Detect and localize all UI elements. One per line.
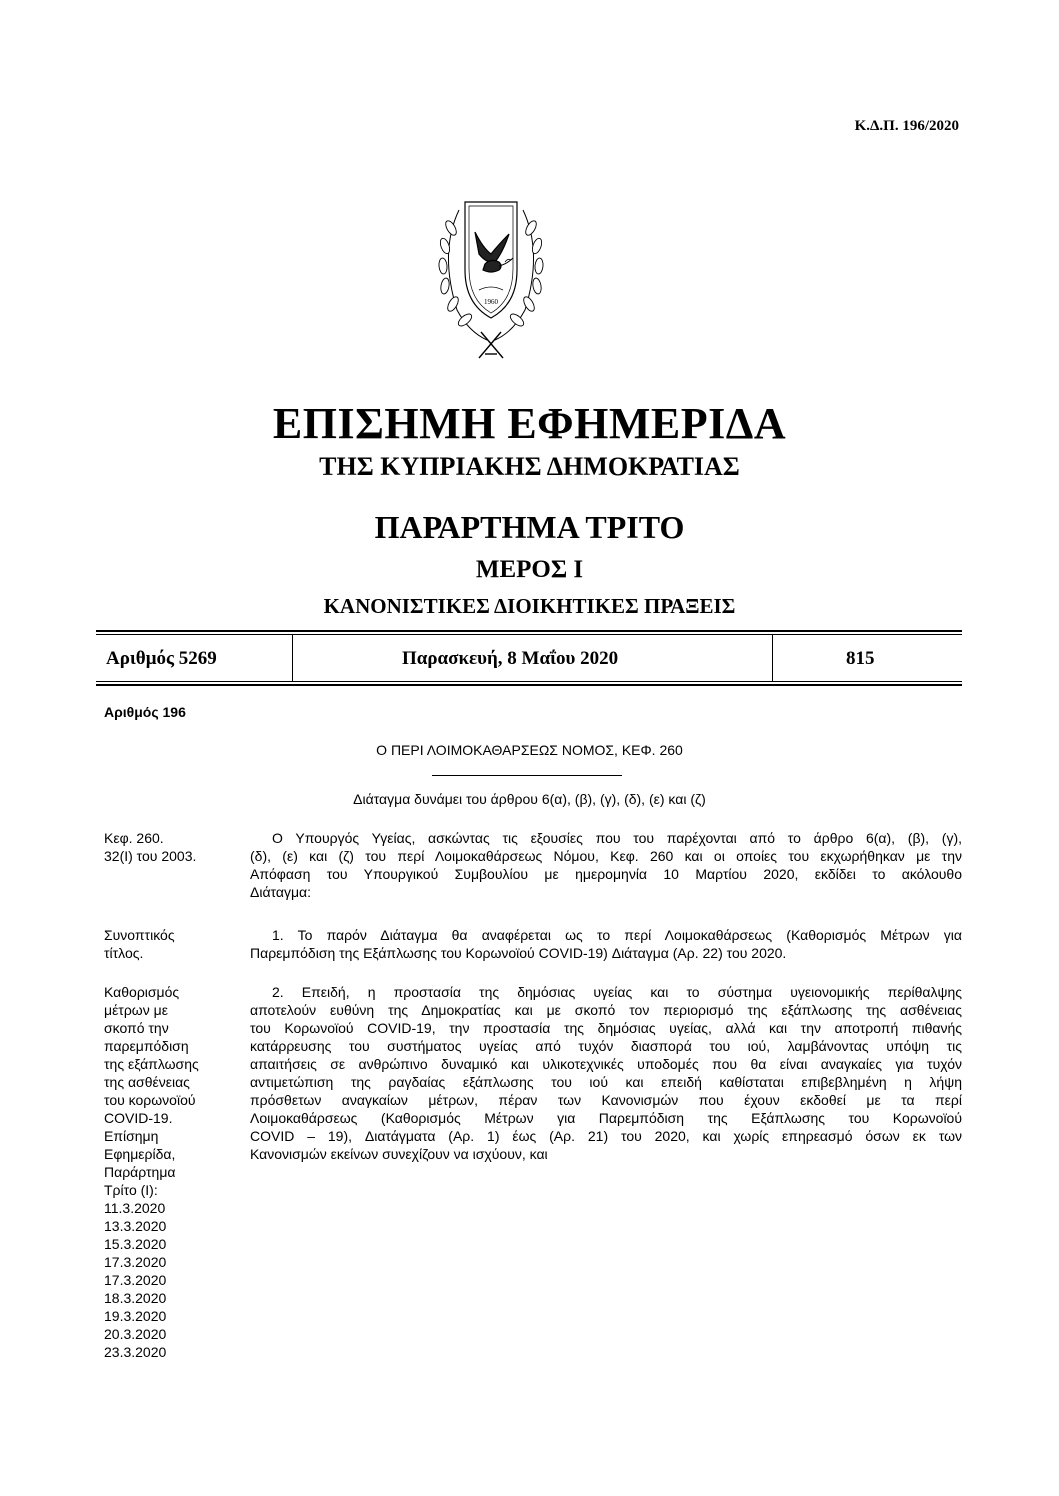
margin-line: τίτλος. — [104, 945, 144, 961]
issue-info-bar — [96, 630, 962, 686]
paragraph-line: Απόφαση του Υπουργικού Συμβουλίου με ημερομηνία 10 Μαρτίου 2020, εκδίδει το ακόλουθο — [250, 866, 962, 882]
margin-line: 17.3.2020 — [104, 1272, 167, 1288]
margin-line: μέτρων με — [104, 1002, 168, 1018]
preamble-paragraph — [250, 829, 962, 901]
paragraph-line: COVID – 19), Διατάγματα (Αρ. 1) έως (Αρ. 21) του 2020, και χωρίς επηρεασμό όσων εκ των — [250, 1128, 962, 1144]
margin-line: 13.3.2020 — [104, 1218, 167, 1234]
paragraph-line: αποτελούν ευθύνη της Δημοκρατίας και με σκοπό τον περιορισμό της εξάπλωσης της ασθένειας — [250, 1002, 962, 1018]
margin-line: 18.3.2020 — [104, 1290, 167, 1306]
issue-bar-rule — [96, 684, 962, 686]
gazette-subtitle: ΤΗΣ ΚΥΠΡΙΑΚΗΣ ΔΗΜΟΚΡΑΤΙΑΣ — [319, 452, 740, 481]
paragraph-line: Κανονισμών εκείνων συνεχίζουν να ισχύουν, και — [250, 1146, 548, 1162]
margin-note-references — [104, 829, 226, 865]
paragraph-line: απαιτήσεις σε ανθρώπινο δυναμικό και υλικοτεχνικές υποδομές που θα είναι αναγκαίες για τυχόν — [250, 1056, 962, 1072]
issue-bar-rule — [96, 630, 962, 632]
page-number: 815 — [846, 648, 875, 669]
issue-bar-rule — [96, 681, 962, 682]
act-number: Αριθμός 196 — [104, 704, 186, 720]
paragraph-line: Ο Υπουργός Υγείας, ασκώντας τις εξουσίες που του παρέχονται από το άρθρο 6(α), (β), (γ), — [272, 830, 962, 846]
issue-bar-divider — [292, 635, 293, 681]
margin-line: 23.3.2020 — [104, 1344, 167, 1360]
paragraph-line: Διάταγμα: — [250, 884, 312, 900]
paragraph-line: αντιμετώπιση της ραγδαίας εξάπλωσης του ιού και επειδή καθίσταται επιβεβλημένη η λήψη — [250, 1074, 962, 1090]
margin-line: παρεμπόδιση — [104, 1038, 189, 1054]
margin-line: σκοπό την — [104, 1020, 169, 1036]
margin-line: Καθορισμός — [104, 984, 180, 1000]
margin-line: 32(Ι) του 2003. — [104, 848, 197, 864]
paragraph-line: κατάρρευσης του συστήματος υγείας από τυχόν διασπορά του ιού, λαμβάνοντας υπόψη τις — [250, 1038, 962, 1054]
part-title: ΜΕΡΟΣ Ι — [475, 556, 584, 583]
margin-line: Συνοπτικός — [104, 927, 175, 943]
margin-line: Τρίτο (Ι): — [104, 1182, 158, 1198]
issue-date: Παρασκευή, 8 Μαΐου 2020 — [402, 648, 619, 669]
margin-line: 15.3.2020 — [104, 1236, 167, 1252]
gazette-title: ΕΠΙΣΗΜΗ ΕΦΗΜΕΡΙΔΑ — [272, 399, 787, 448]
paragraph-line: 2. Επειδή, η προστασία της δημόσιας υγείας και το σύστημα υγειονομικής περίθαλψης — [272, 984, 962, 1000]
emblem-year: 1960 — [484, 298, 498, 306]
category-title: ΚΑΝΟΝΙΣΤΙΚΕΣ ΔΙΟΙΚΗΤΙΚΕΣ ΠΡΑΞΕΙΣ — [323, 594, 736, 618]
annex-title: ΠΑΡΑΡΤΗΜΑ ΤΡΙΤΟ — [374, 509, 685, 545]
margin-line: Εφημερίδα, — [104, 1146, 176, 1162]
paragraph-line: Λοιμοκαθάρσεως (Καθορισμός Μέτρων για Παρεμπόδιση της Εξάπλωσης του Κορωνοϊού — [250, 1110, 962, 1126]
margin-line: Παράρτημα — [104, 1164, 176, 1180]
paragraph-line: 1. Το παρόν Διάταγμα θα αναφέρεται ως το περί Λοιμοκαθάρσεως (Καθορισμός Μέτρων για — [272, 927, 962, 943]
law-title: Ο ΠΕΡΙ ΛΟΙΜΟΚΑΘΑΡΣΕΩΣ ΝΟΜΟΣ, ΚΕΦ. 260 — [376, 742, 683, 758]
order-subtitle: Διάταγμα δυνάμει του άρθρου 6(α), (β), (γ), (δ), (ε) και (ζ) — [353, 791, 706, 807]
margin-note-measures — [104, 983, 226, 1361]
margin-line: Κεφ. 260. — [104, 830, 164, 846]
margin-note-short-title — [104, 926, 226, 962]
margin-line: της ασθένειας — [104, 1074, 190, 1090]
paragraph-line: του Κορωνοϊού COVID-19, την προστασία της δημόσιας υγείας, αλλά και την αποτροπή πιθανής — [250, 1020, 962, 1036]
issue-number: Αριθμός 5269 — [106, 648, 217, 669]
margin-line: της εξάπλωσης — [104, 1056, 199, 1072]
paragraph-line: (δ), (ε) και (ζ) του περί Λοιμοκαθάρσεως Νόμου, Κεφ. 260 και οι οποίες του εκχωρήθηκαν με την — [250, 848, 962, 864]
margin-line: Επίσημη — [104, 1128, 159, 1144]
paragraph-line: πρόσθετων αναγκαίων μέτρων, πέραν των Κανονισμών που έχουν εκδοθεί με τα περί — [250, 1092, 962, 1108]
section-2-paragraph — [250, 983, 962, 1163]
margin-line: 11.3.2020 — [104, 1200, 166, 1216]
issue-bar-divider — [772, 635, 773, 681]
coat-of-arms-emblem — [425, 192, 557, 368]
document-reference: Κ.Δ.Π. 196/2020 — [854, 118, 959, 134]
margin-line: 20.3.2020 — [104, 1326, 167, 1342]
issue-bar-rule — [96, 634, 962, 635]
section-1-paragraph — [250, 926, 962, 962]
margin-line: 17.3.2020 — [104, 1254, 167, 1270]
margin-line: 19.3.2020 — [104, 1308, 167, 1324]
margin-line: COVID-19. — [104, 1110, 173, 1126]
law-title-rule — [432, 775, 622, 776]
margin-line: του κορωνοϊού — [104, 1092, 196, 1108]
paragraph-line: Παρεμπόδιση της Εξάπλωσης του Κορωνοϊού COVID-19) Διάταγμα (Αρ. 22) του 2020. — [250, 945, 787, 961]
